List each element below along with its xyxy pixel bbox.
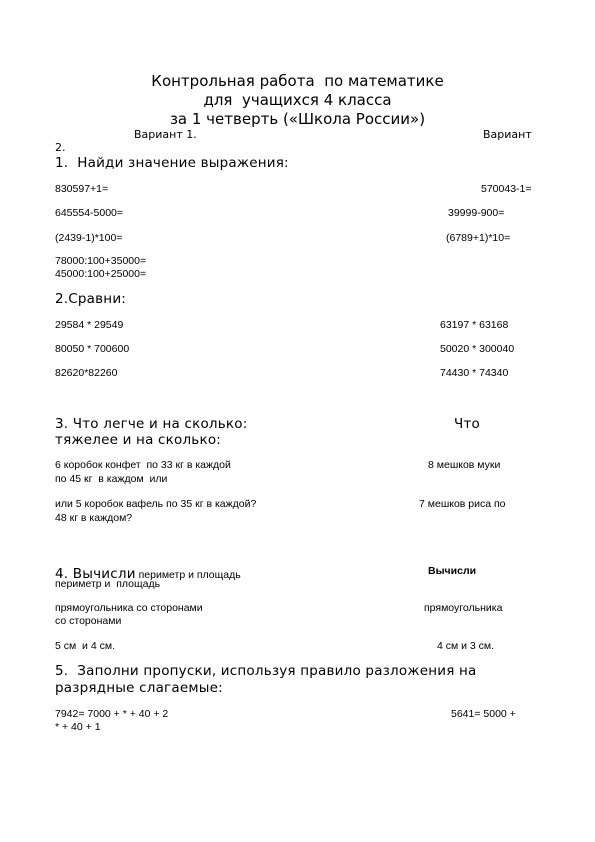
task-5-line-1-right: 5641= 5000 + bbox=[451, 708, 516, 720]
task-1-right-1: 570043-1= bbox=[481, 183, 532, 195]
task-5-line-1-left: 7942= 7000 + * + 40 + 2 bbox=[55, 708, 169, 720]
variant-2-number: 2. bbox=[55, 141, 66, 154]
task-1-left-2: 645554-5000= bbox=[55, 207, 124, 219]
task-5-line-2: * + 40 + 1 bbox=[55, 721, 101, 733]
task-3-line-3-left: или 5 коробок вафель по 35 кг в каждой? bbox=[55, 498, 257, 510]
task-4-line-3-right: прямоугольника bbox=[424, 602, 503, 614]
task-1-right-3: (6789+1)*10= bbox=[446, 232, 511, 244]
task-3-line-3-right: 7 мешков риса по bbox=[419, 498, 506, 510]
task-4-line-4: со сторонами bbox=[55, 615, 122, 627]
task-1-right-2: 39999-900= bbox=[448, 207, 505, 219]
title-line-3: за 1 четверть («Школа России») bbox=[169, 110, 426, 128]
task-4-line-2: периметр и площадь bbox=[55, 578, 161, 590]
task-3-line-1-left: 6 коробок конфет по 33 кг в каждой bbox=[55, 459, 231, 471]
task-5-heading-line-1: 5. Заполни пропуски, используя правило разложения на bbox=[55, 663, 477, 679]
task-3-line-1-right: 8 мешков муки bbox=[428, 459, 501, 471]
title-line-2: для учащихся 4 класса bbox=[203, 91, 392, 109]
task-3-heading: 3. Что легче и на сколько: bbox=[55, 416, 248, 432]
variant-2-label: Вариант bbox=[483, 128, 532, 141]
task-4-line-3-left: прямоугольника со сторонами bbox=[55, 602, 203, 614]
task-2-heading: 2.Сравни: bbox=[55, 291, 127, 307]
variant-1-label: Вариант 1. bbox=[134, 128, 197, 141]
task-2-right-3: 74430 * 74340 bbox=[440, 367, 509, 379]
task-2-left-3: 82620*82260 bbox=[55, 367, 118, 379]
title-line-1: Контрольная работа по математике bbox=[151, 72, 444, 90]
task-3-line-4: 48 кг в каждом? bbox=[55, 512, 133, 524]
task-1-left-3: (2439-1)*100= bbox=[55, 232, 123, 244]
task-2-left-2: 80050 * 700600 bbox=[55, 343, 130, 355]
task-4-heading-bold: 4. Вычисли bbox=[55, 566, 136, 582]
task-1-heading: 1. Найди значение выражения: bbox=[55, 155, 289, 171]
task-4-right-heading: Вычисли bbox=[428, 565, 477, 577]
task-3-line-2: по 45 кг в каждом или bbox=[55, 473, 168, 485]
task-4-heading-rest: периметр и площадь bbox=[135, 569, 241, 581]
task-2-right-2: 50020 * 300040 bbox=[440, 343, 515, 355]
task-1-left-1: 830597+1= bbox=[55, 183, 109, 195]
task-2-left-1: 29584 * 29549 bbox=[55, 319, 124, 331]
task-2-right-1: 63197 * 63168 bbox=[440, 319, 509, 331]
task-4-line-5-left: 5 см и 4 см. bbox=[55, 640, 115, 652]
task-5-heading-line-2: разрядные слагаемые: bbox=[55, 680, 223, 696]
task-3-heading-right: Что bbox=[454, 416, 480, 432]
task-1-extra-2: 45000:100+25000= bbox=[55, 268, 147, 280]
task-4-line-5-right: 4 см и 3 см. bbox=[437, 640, 495, 652]
task-1-extra-1: 78000:100+35000= bbox=[55, 255, 147, 267]
task-3-heading-line-2: тяжелее и на сколько: bbox=[55, 432, 222, 448]
